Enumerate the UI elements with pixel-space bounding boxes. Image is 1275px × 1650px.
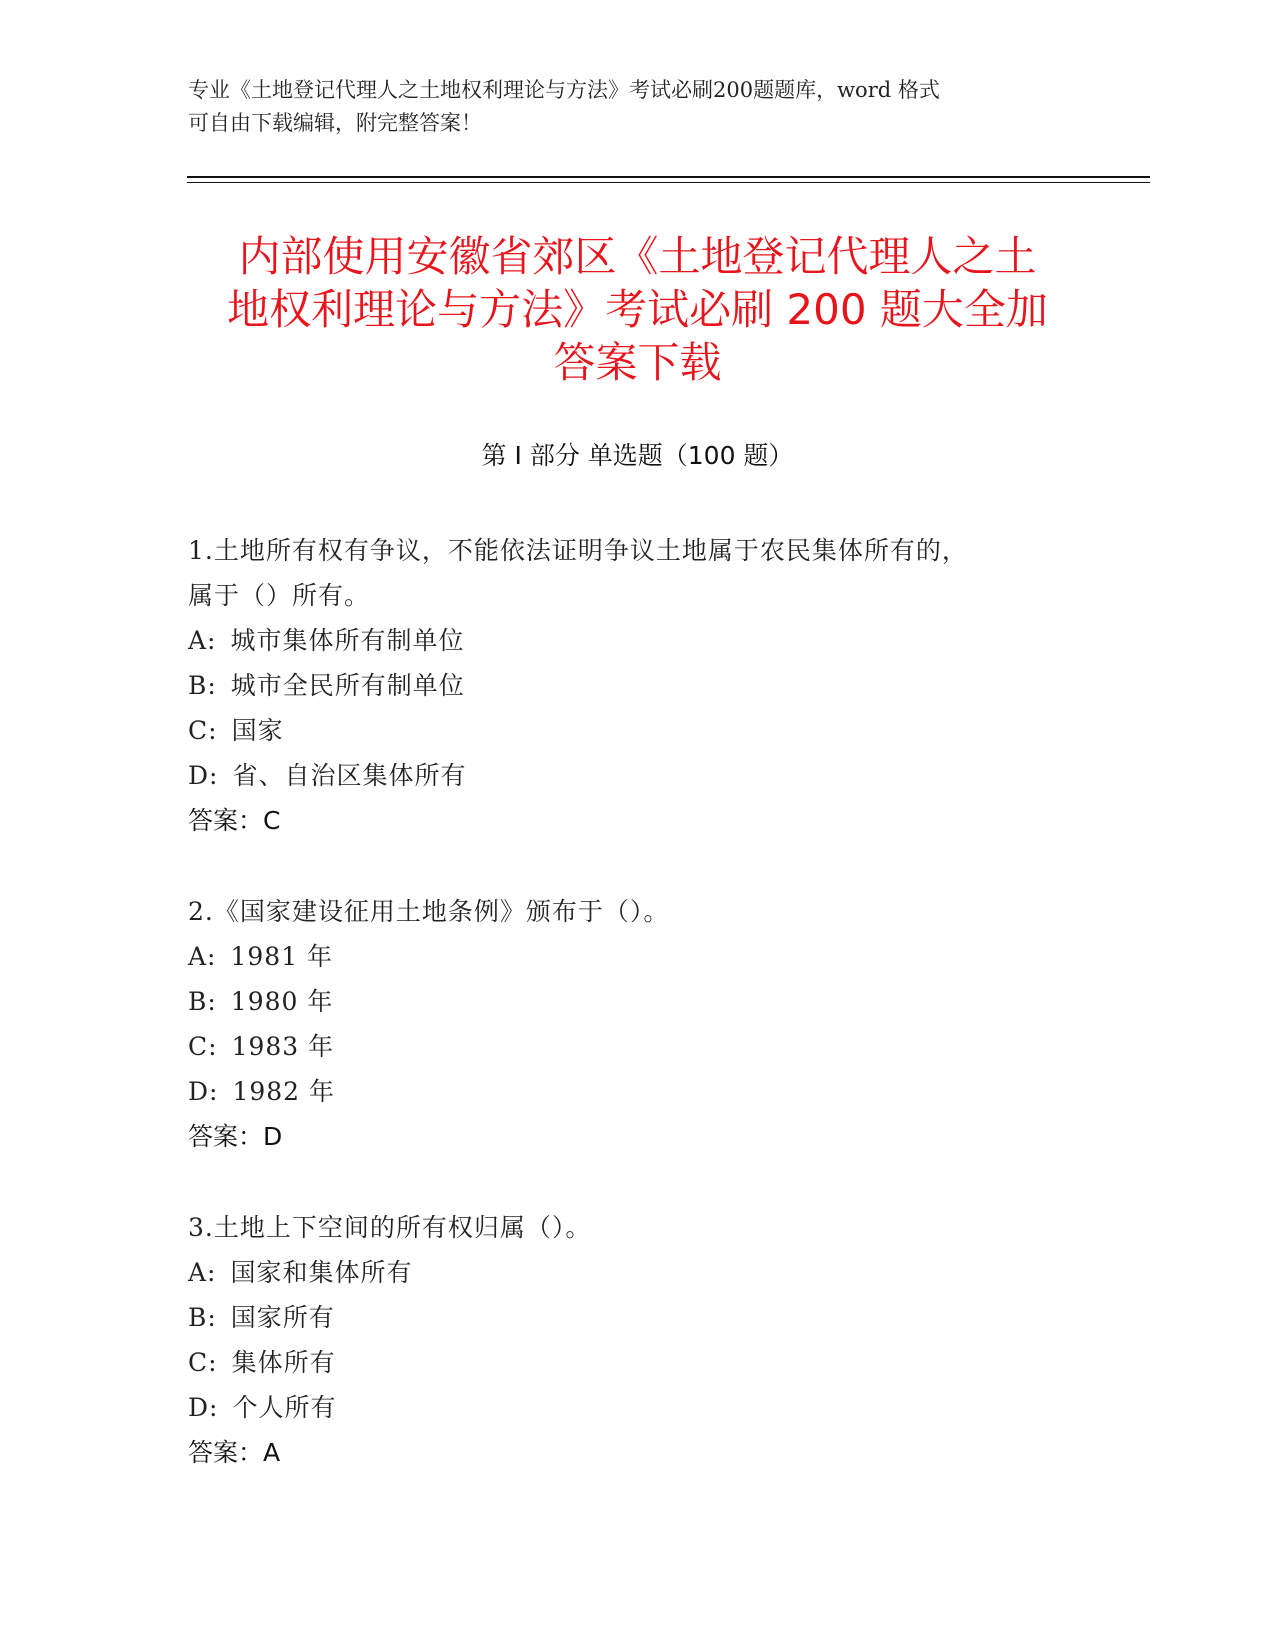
- option-text: 省、自治区集体所有: [232, 761, 467, 790]
- option-c: [188, 708, 1088, 753]
- option-key: C:: [188, 1348, 218, 1377]
- option-text: 1982 年: [232, 1077, 336, 1106]
- option-key: A:: [188, 626, 217, 655]
- question-1: [188, 528, 1088, 843]
- header-note-line-1: 专业《土地登记代理人之土地权利理论与方法》考试必刷200题题库，word 格式: [188, 78, 940, 102]
- option-b: [188, 663, 1088, 708]
- header-divider-thin: [187, 182, 1150, 183]
- option-text: 1983 年: [231, 1032, 335, 1061]
- option-key: D:: [188, 761, 219, 790]
- question-2: [188, 889, 1088, 1159]
- option-text: 个人所有: [232, 1393, 337, 1422]
- option-a: [188, 934, 1088, 979]
- option-b: [188, 979, 1088, 1024]
- option-c: [188, 1024, 1088, 1069]
- answer-line: 答案：A: [188, 1438, 281, 1467]
- option-text: 国家: [231, 716, 284, 745]
- option-d: [188, 753, 1088, 798]
- document-title-line-1: 内部使用安徽省郊区《土地登记代理人之土: [238, 232, 1037, 281]
- option-key: D:: [188, 1393, 219, 1422]
- document-title-line-2: 地权利理论与方法》考试必刷 200 题大全加: [227, 285, 1048, 334]
- document-title: [130, 230, 1145, 389]
- question-list: [188, 528, 1088, 1521]
- option-key: C:: [188, 716, 218, 745]
- question-stem-line-1: 1.土地所有权有争议，不能依法证明争议土地属于农民集体所有的，: [188, 536, 968, 565]
- option-text: 国家所有: [230, 1303, 335, 1332]
- header-divider-thick: [187, 176, 1150, 178]
- answer-line: 答案：C: [188, 806, 281, 835]
- option-d: [188, 1069, 1088, 1114]
- option-d: [188, 1385, 1088, 1430]
- option-key: A:: [188, 1258, 217, 1287]
- header-note: [188, 74, 1088, 140]
- question-stem-line-2: 属于（）所有。: [188, 581, 371, 610]
- option-key: C:: [188, 1032, 218, 1061]
- section-heading: 第 I 部分 单选题（100 题）: [481, 441, 794, 470]
- option-text: 1981 年: [230, 942, 334, 971]
- option-key: B:: [188, 1303, 217, 1332]
- option-text: 集体所有: [231, 1348, 336, 1377]
- question-stem-line-1: 3.土地上下空间的所有权归属（）。: [188, 1213, 592, 1242]
- option-text: 城市集体所有制单位: [230, 626, 465, 655]
- answer-line: 答案：D: [188, 1122, 283, 1151]
- option-text: 城市全民所有制单位: [230, 671, 465, 700]
- option-key: A:: [188, 942, 217, 971]
- header-note-line-2: 可自由下载编辑，附完整答案！: [188, 111, 482, 135]
- option-a: [188, 1250, 1088, 1295]
- option-b: [188, 1295, 1088, 1340]
- option-a: [188, 618, 1088, 663]
- option-text: 1980 年: [230, 987, 334, 1016]
- document-title-line-3: 答案下载: [553, 338, 722, 387]
- option-key: B:: [188, 987, 217, 1016]
- option-key: B:: [188, 671, 217, 700]
- option-c: [188, 1340, 1088, 1385]
- option-key: D:: [188, 1077, 219, 1106]
- question-stem-line-1: 2.《国家建设征用土地条例》颁布于（）。: [188, 897, 670, 926]
- option-text: 国家和集体所有: [230, 1258, 413, 1287]
- question-3: [188, 1205, 1088, 1475]
